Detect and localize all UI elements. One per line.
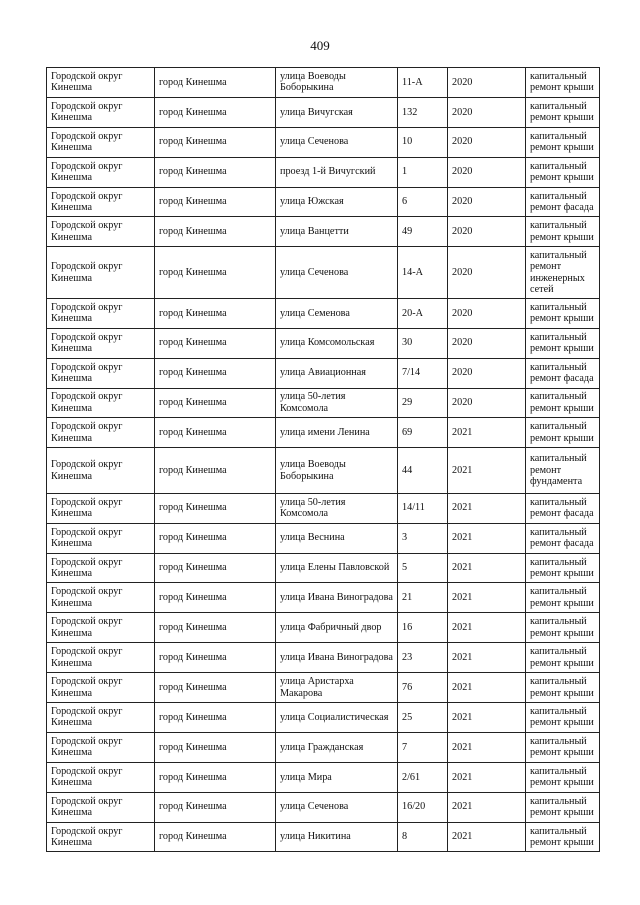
work-type-cell: капитальный ремонт крыши: [526, 703, 600, 733]
district-cell: Городской округ Кинешма: [47, 97, 155, 127]
district-cell: Городской округ Кинешма: [47, 217, 155, 247]
work-type-cell: капитальный ремонт крыши: [526, 328, 600, 358]
street-cell: улица Елены Павловской: [276, 553, 398, 583]
year-cell: 2020: [448, 358, 526, 388]
work-type-cell: капитальный ремонт крыши: [526, 732, 600, 762]
work-type-cell: капитальный ремонт крыши: [526, 217, 600, 247]
street-cell: улица Южская: [276, 187, 398, 217]
street-cell: улица Аристарха Макарова: [276, 673, 398, 703]
district-cell: Городской округ Кинешма: [47, 732, 155, 762]
work-type-cell: капитальный ремонт фасада: [526, 187, 600, 217]
work-type-cell: капитальный ремонт инженерных сетей: [526, 247, 600, 299]
house-number-cell: 10: [398, 127, 448, 157]
district-cell: Городской округ Кинешма: [47, 643, 155, 673]
year-cell: 2020: [448, 247, 526, 299]
house-number-cell: 7/14: [398, 358, 448, 388]
street-cell: улица Воеводы Боборыкина: [276, 68, 398, 98]
district-cell: Городской округ Кинешма: [47, 613, 155, 643]
street-cell: улица Ивана Виноградова: [276, 583, 398, 613]
page-number: 409: [310, 38, 330, 53]
work-type-cell: капитальный ремонт крыши: [526, 127, 600, 157]
street-cell: улица Сеченова: [276, 127, 398, 157]
year-cell: 2020: [448, 388, 526, 418]
district-cell: Городской округ Кинешма: [47, 298, 155, 328]
district-cell: Городской округ Кинешма: [47, 703, 155, 733]
work-type-cell: капитальный ремонт крыши: [526, 673, 600, 703]
year-cell: 2021: [448, 448, 526, 494]
city-cell: город Кинешма: [155, 247, 276, 299]
city-cell: город Кинешма: [155, 187, 276, 217]
street-cell: улица Сеченова: [276, 247, 398, 299]
city-cell: город Кинешма: [155, 673, 276, 703]
house-number-cell: 14/11: [398, 493, 448, 523]
city-cell: город Кинешма: [155, 68, 276, 98]
district-cell: Городской округ Кинешма: [47, 523, 155, 553]
street-cell: проезд 1-й Вичугский: [276, 157, 398, 187]
district-cell: Городской округ Кинешма: [47, 247, 155, 299]
house-number-cell: 14-А: [398, 247, 448, 299]
district-cell: Городской округ Кинешма: [47, 822, 155, 852]
house-number-cell: 30: [398, 328, 448, 358]
district-cell: Городской округ Кинешма: [47, 792, 155, 822]
street-cell: улица 50-летия Комсомола: [276, 388, 398, 418]
year-cell: 2021: [448, 792, 526, 822]
city-cell: город Кинешма: [155, 732, 276, 762]
table-row: [47, 792, 600, 822]
street-cell: улица 50-летия Комсомола: [276, 493, 398, 523]
street-cell: улица Воеводы Боборыкина: [276, 448, 398, 494]
city-cell: город Кинешма: [155, 358, 276, 388]
year-cell: 2021: [448, 523, 526, 553]
house-number-cell: 1: [398, 157, 448, 187]
house-number-cell: 11-А: [398, 68, 448, 98]
table-row: [47, 762, 600, 792]
work-type-cell: капитальный ремонт крыши: [526, 762, 600, 792]
city-cell: город Кинешма: [155, 792, 276, 822]
year-cell: 2020: [448, 187, 526, 217]
year-cell: 2021: [448, 822, 526, 852]
work-type-cell: капитальный ремонт крыши: [526, 643, 600, 673]
house-number-cell: 25: [398, 703, 448, 733]
house-number-cell: 3: [398, 523, 448, 553]
year-cell: 2020: [448, 127, 526, 157]
table-row: [47, 583, 600, 613]
table-row: [47, 217, 600, 247]
table-row: [47, 643, 600, 673]
city-cell: город Кинешма: [155, 418, 276, 448]
district-cell: Городской округ Кинешма: [47, 762, 155, 792]
city-cell: город Кинешма: [155, 493, 276, 523]
district-cell: Городской округ Кинешма: [47, 68, 155, 98]
year-cell: 2020: [448, 97, 526, 127]
year-cell: 2021: [448, 493, 526, 523]
street-cell: улица Гражданская: [276, 732, 398, 762]
work-type-cell: капитальный ремонт крыши: [526, 553, 600, 583]
work-type-cell: капитальный ремонт крыши: [526, 418, 600, 448]
city-cell: город Кинешма: [155, 583, 276, 613]
table-row: [47, 358, 600, 388]
table-row: [47, 127, 600, 157]
work-type-cell: капитальный ремонт фасада: [526, 523, 600, 553]
house-number-cell: 21: [398, 583, 448, 613]
house-number-cell: 6: [398, 187, 448, 217]
year-cell: 2020: [448, 68, 526, 98]
street-cell: улица Ивана Виноградова: [276, 643, 398, 673]
work-type-cell: капитальный ремонт крыши: [526, 68, 600, 98]
table-row: [47, 553, 600, 583]
house-number-cell: 76: [398, 673, 448, 703]
table-row: [47, 247, 600, 299]
table-row: [47, 703, 600, 733]
table-row: [47, 613, 600, 643]
table-row: [47, 732, 600, 762]
city-cell: город Кинешма: [155, 703, 276, 733]
street-cell: улица Ванцетти: [276, 217, 398, 247]
street-cell: улица Фабричный двор: [276, 613, 398, 643]
table-row: [47, 187, 600, 217]
table-row: [47, 448, 600, 494]
city-cell: город Кинешма: [155, 643, 276, 673]
city-cell: город Кинешма: [155, 97, 276, 127]
work-type-cell: капитальный ремонт фундамента: [526, 448, 600, 494]
street-cell: улица Авиационная: [276, 358, 398, 388]
work-type-cell: капитальный ремонт крыши: [526, 613, 600, 643]
work-type-cell: капитальный ремонт крыши: [526, 157, 600, 187]
work-type-cell: капитальный ремонт крыши: [526, 97, 600, 127]
table-row: [47, 523, 600, 553]
work-type-cell: капитальный ремонт крыши: [526, 583, 600, 613]
year-cell: 2021: [448, 643, 526, 673]
street-cell: улица Веснина: [276, 523, 398, 553]
work-type-cell: капитальный ремонт крыши: [526, 792, 600, 822]
house-number-cell: 132: [398, 97, 448, 127]
district-cell: Городской округ Кинешма: [47, 448, 155, 494]
city-cell: город Кинешма: [155, 127, 276, 157]
district-cell: Городской округ Кинешма: [47, 358, 155, 388]
year-cell: 2021: [448, 418, 526, 448]
district-cell: Городской округ Кинешма: [47, 157, 155, 187]
work-type-cell: капитальный ремонт фасада: [526, 358, 600, 388]
district-cell: Городской округ Кинешма: [47, 583, 155, 613]
city-cell: город Кинешма: [155, 388, 276, 418]
house-number-cell: 29: [398, 388, 448, 418]
table-row: [47, 493, 600, 523]
street-cell: улица Мира: [276, 762, 398, 792]
table-row: [47, 673, 600, 703]
house-number-cell: 8: [398, 822, 448, 852]
street-cell: улица Сеченова: [276, 792, 398, 822]
house-number-cell: 23: [398, 643, 448, 673]
city-cell: город Кинешма: [155, 298, 276, 328]
house-number-cell: 5: [398, 553, 448, 583]
district-cell: Городской округ Кинешма: [47, 388, 155, 418]
house-number-cell: 20-А: [398, 298, 448, 328]
city-cell: город Кинешма: [155, 822, 276, 852]
district-cell: Городской округ Кинешма: [47, 553, 155, 583]
city-cell: город Кинешма: [155, 553, 276, 583]
work-type-cell: капитальный ремонт крыши: [526, 822, 600, 852]
district-cell: Городской округ Кинешма: [47, 328, 155, 358]
year-cell: 2020: [448, 298, 526, 328]
table-row: [47, 157, 600, 187]
table-row: [47, 822, 600, 852]
repair-register-table: [46, 67, 600, 852]
street-cell: улица имени Ленина: [276, 418, 398, 448]
district-cell: Городской округ Кинешма: [47, 418, 155, 448]
house-number-cell: 16/20: [398, 792, 448, 822]
work-type-cell: капитальный ремонт крыши: [526, 388, 600, 418]
district-cell: Городской округ Кинешма: [47, 187, 155, 217]
city-cell: город Кинешма: [155, 157, 276, 187]
table-row: [47, 298, 600, 328]
work-type-cell: капитальный ремонт крыши: [526, 298, 600, 328]
street-cell: улица Вичугская: [276, 97, 398, 127]
city-cell: город Кинешма: [155, 448, 276, 494]
street-cell: улица Социалистическая: [276, 703, 398, 733]
work-type-cell: капитальный ремонт фасада: [526, 493, 600, 523]
year-cell: 2021: [448, 732, 526, 762]
table-row: [47, 97, 600, 127]
house-number-cell: 16: [398, 613, 448, 643]
year-cell: 2021: [448, 703, 526, 733]
street-cell: улица Комсомольская: [276, 328, 398, 358]
house-number-cell: 44: [398, 448, 448, 494]
year-cell: 2020: [448, 328, 526, 358]
year-cell: 2020: [448, 217, 526, 247]
table-row: [47, 68, 600, 98]
city-cell: город Кинешма: [155, 217, 276, 247]
house-number-cell: 69: [398, 418, 448, 448]
year-cell: 2021: [448, 553, 526, 583]
house-number-cell: 49: [398, 217, 448, 247]
year-cell: 2021: [448, 762, 526, 792]
district-cell: Городской округ Кинешма: [47, 493, 155, 523]
house-number-cell: 7: [398, 732, 448, 762]
house-number-cell: 2/61: [398, 762, 448, 792]
city-cell: город Кинешма: [155, 762, 276, 792]
district-cell: Городской округ Кинешма: [47, 673, 155, 703]
table-row: [47, 418, 600, 448]
city-cell: город Кинешма: [155, 613, 276, 643]
table-row: [47, 328, 600, 358]
year-cell: 2020: [448, 157, 526, 187]
year-cell: 2021: [448, 673, 526, 703]
year-cell: 2021: [448, 583, 526, 613]
street-cell: улица Никитина: [276, 822, 398, 852]
year-cell: 2021: [448, 613, 526, 643]
table-body: [47, 68, 600, 852]
street-cell: улица Семенова: [276, 298, 398, 328]
district-cell: Городской округ Кинешма: [47, 127, 155, 157]
city-cell: город Кинешма: [155, 523, 276, 553]
table-row: [47, 388, 600, 418]
city-cell: город Кинешма: [155, 328, 276, 358]
